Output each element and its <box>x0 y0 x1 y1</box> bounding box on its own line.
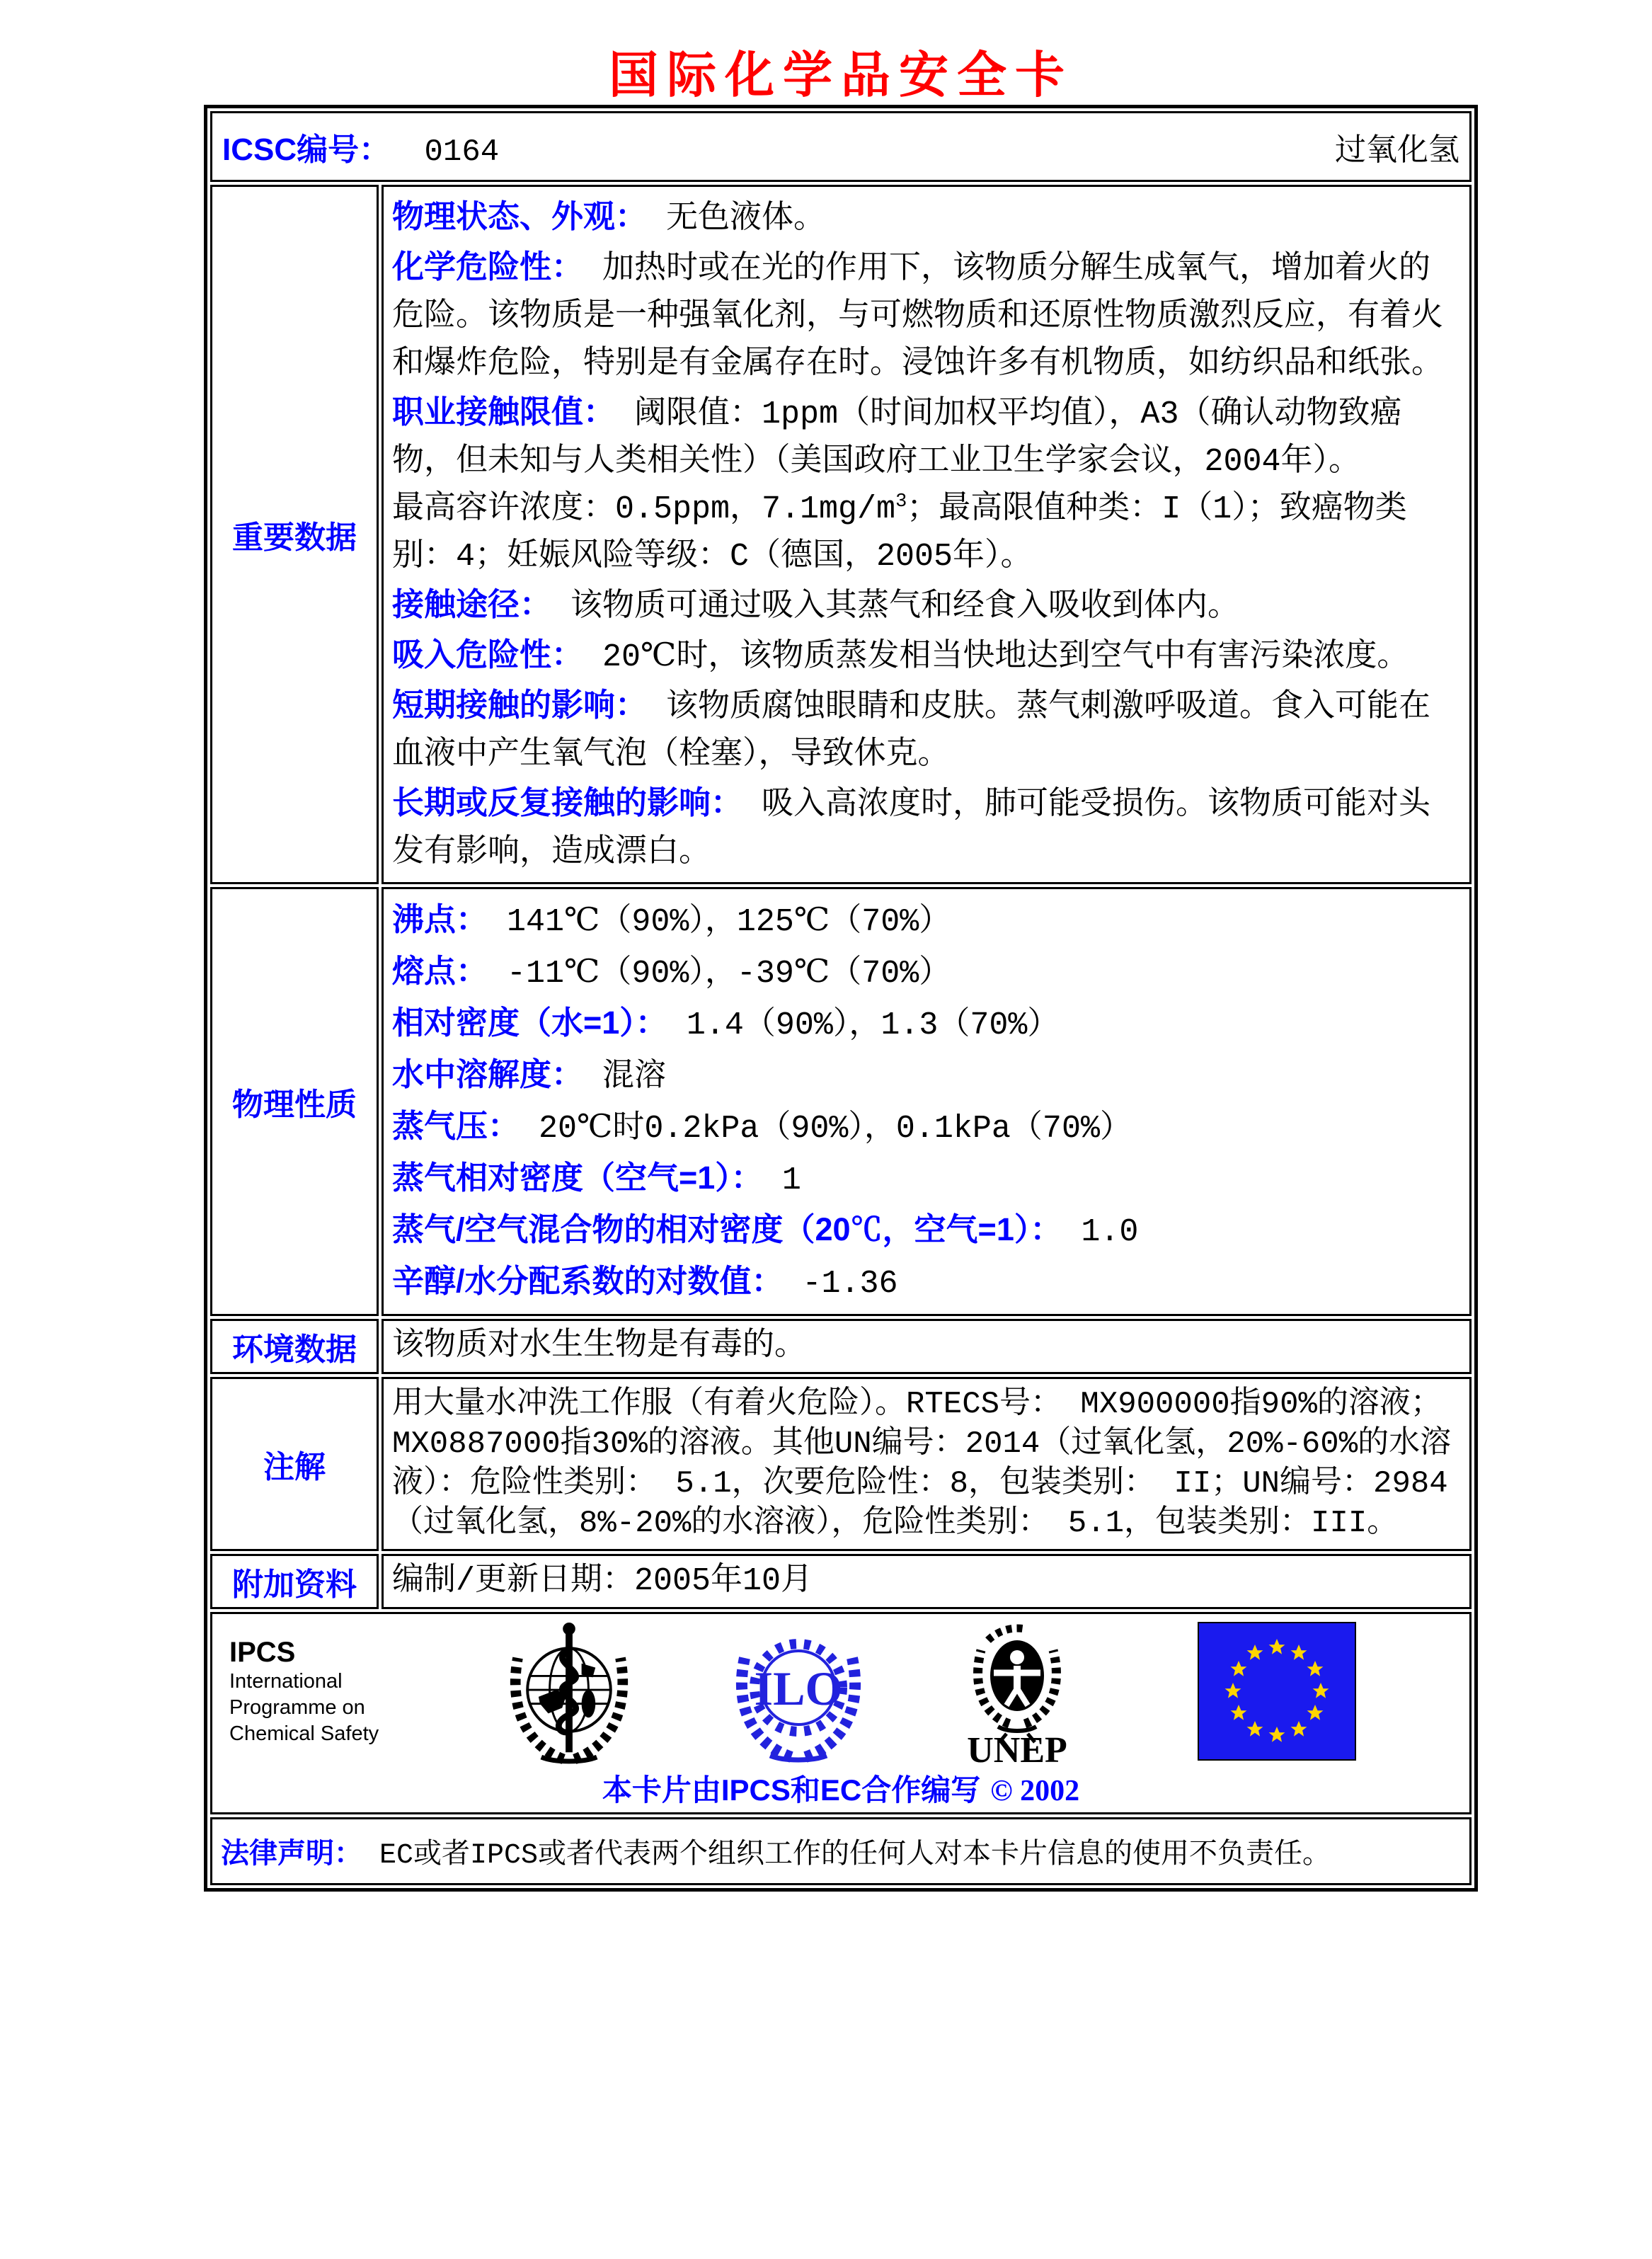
icsc-card-table <box>204 105 1478 1892</box>
field-label: 短期接触的影响： <box>392 687 648 723</box>
environmental-data-row <box>210 1319 1472 1374</box>
text-line <box>392 1257 1461 1308</box>
copyright-text: © 2002 <box>990 1775 1080 1807</box>
field-label: 吸入危险性： <box>392 636 584 673</box>
additional-information-row <box>210 1554 1472 1609</box>
section-label-additional-information: 附加资料 <box>210 1554 379 1609</box>
important-data-row <box>210 185 1472 884</box>
text-line <box>392 1328 1461 1365</box>
cooperation-caption <box>212 1767 1469 1809</box>
text-line <box>392 1563 1461 1600</box>
ilo-logo-icon <box>723 1618 873 1764</box>
field-label: 物理状态、外观： <box>392 198 648 234</box>
icsc-header-content <box>222 124 1459 170</box>
legal-cell <box>210 1817 1472 1885</box>
eu-flag-icon <box>1198 1622 1356 1761</box>
field-text: 无色液体。 <box>647 201 826 237</box>
icsc-number-value: 0164 <box>424 134 500 170</box>
text-line <box>392 388 1461 486</box>
field-text: -11℃（90%），-39℃（70%） <box>488 956 951 992</box>
text-line <box>392 895 1461 947</box>
physical-properties-row <box>210 887 1472 1316</box>
ipcs-line-3: Chemical Safety <box>229 1722 379 1745</box>
text-line <box>392 1205 1461 1257</box>
field-text: 1 <box>762 1162 801 1199</box>
field-label: 蒸气压： <box>392 1108 520 1144</box>
section-label-notes: 注解 <box>210 1377 379 1551</box>
field-text: 该物质对水生生物是有毒的。 <box>392 1328 807 1364</box>
field-text: 1.0 <box>1062 1214 1139 1250</box>
superscript: 3 <box>895 491 907 513</box>
field-text: ；最高限值种类：I（1）；致癌物类别：4；妊娠风险等级：C（德国，2005年）。 <box>392 491 1407 575</box>
icsc-header-row <box>210 111 1472 182</box>
important-data-content <box>382 185 1472 884</box>
ipcs-line-2: Programme on <box>229 1695 365 1719</box>
svg-text:ILO: ILO <box>754 1662 843 1715</box>
physical-properties-content <box>382 887 1472 1316</box>
field-label: 长期或反复接触的影响： <box>392 784 743 820</box>
text-line <box>392 581 1461 631</box>
notes-row <box>210 1377 1472 1551</box>
field-text: 阈限值：1ppm（时间加权平均值），A3（确认动物致癌物，但未知与人类相关性）（美国政府工业卫生学家会议，2004年）。 <box>392 396 1402 480</box>
field-label: 辛醇/水分配系数的对数值： <box>392 1263 784 1299</box>
field-text: 1.4（90%），1.3（70%） <box>667 1007 1060 1043</box>
notes-content <box>382 1377 1472 1551</box>
field-text: 吸入高浓度时，肺可能受损伤。该物质可能对头发有影响，造成漂白。 <box>392 787 1431 871</box>
field-text: 20℃时0.2kPa（90%），0.1kPa（70%） <box>520 1111 1132 1147</box>
text-line <box>392 193 1461 243</box>
field-text: 编制/更新日期：2005年10月 <box>392 1563 813 1599</box>
additional-information-content <box>382 1554 1472 1609</box>
field-label: 沸点： <box>392 901 488 937</box>
unep-logo-icon <box>957 1616 1077 1766</box>
ipcs-line-1: International <box>229 1669 343 1693</box>
chemical-name: 过氧化氢 <box>1335 134 1459 170</box>
field-text: 20℃时，该物质蒸发相当快地达到空气中有害污染浓度。 <box>583 639 1409 675</box>
svg-text:UNEP: UNEP <box>967 1730 1067 1766</box>
text-line <box>392 779 1461 876</box>
icsc-header-cell <box>210 111 1472 182</box>
field-text: 该物质腐蚀眼睛和皮肤。蒸气刺激呼吸道。食入可能在血液中产生氧气泡（栓塞），导致休克。 <box>392 690 1431 773</box>
field-text: -1.36 <box>783 1266 898 1302</box>
field-text: 用大量水冲洗工作服（有着火危险）。RTECS号： MX900000指90%的溶液；MX0887000指30%的溶液。其他UN编号：2014（过氧化氢，20%-60%的水溶液）：危险性类别： 5.1，次要危险性：8，包装类别： II；UN编号：2984（过氧化氢，8%-20%的水溶液），危险性类别： 5.1，包装类别：III。 <box>392 1387 1452 1541</box>
field-text: 141℃（90%），125℃（70%） <box>488 904 951 940</box>
section-label-environmental-data: 环境数据 <box>210 1319 379 1374</box>
ipcs-text-block <box>229 1636 463 1747</box>
icsc-number-label: ICSC编号： <box>222 132 391 167</box>
logos-row <box>210 1612 1472 1814</box>
section-label-important-data: 重要数据 <box>210 185 379 884</box>
text-line <box>392 681 1461 779</box>
field-label: 相对密度（水=1）： <box>392 1005 667 1041</box>
logos-strip <box>212 1618 1469 1764</box>
legal-row <box>210 1817 1472 1885</box>
legal-statement <box>221 1831 1461 1872</box>
logos-cell <box>210 1612 1472 1814</box>
field-label: 熔点： <box>392 953 488 989</box>
text-line <box>392 1102 1461 1153</box>
legal-label: 法律声明： <box>221 1838 362 1869</box>
text-line <box>392 1385 1461 1543</box>
field-text: 混溶 <box>583 1059 667 1095</box>
environmental-data-content <box>382 1319 1472 1374</box>
who-logo-icon <box>500 1615 638 1768</box>
field-label: 蒸气/空气混合物的相对密度（20℃，空气=1）： <box>392 1211 1062 1247</box>
text-line <box>392 1050 1461 1102</box>
field-label: 水中溶解度： <box>392 1056 584 1092</box>
ipcs-title: IPCS <box>229 1636 296 1668</box>
caption-text: 本卡片由IPCS和EC合作编写 <box>602 1773 981 1807</box>
text-line <box>392 947 1461 998</box>
field-label: 化学危险性： <box>392 248 584 285</box>
field-label: 接触途径： <box>392 586 552 622</box>
field-text: 最高容许浓度：0.5ppm，7.1mg/m <box>392 491 896 527</box>
section-label-physical-properties: 物理性质 <box>210 887 379 1316</box>
field-label: 职业接触限值： <box>392 394 616 430</box>
text-line <box>392 243 1461 388</box>
text-line <box>392 486 1461 581</box>
icsc-number-group <box>222 124 499 170</box>
text-line <box>392 998 1461 1050</box>
text-line <box>392 1153 1461 1205</box>
page-title: 国际化学品安全卡 <box>609 47 1073 103</box>
field-text: 该物质可通过吸入其蒸气和经食入吸收到体内。 <box>551 589 1240 625</box>
text-line <box>392 631 1461 681</box>
field-text: 加热时或在光的作用下，该物质分解生成氧气，增加着火的危险。该物质是一种强氧化剂，与可燃物质和还原性物质激烈反应，有着火和爆炸危险，特别是有金属存在时。浸蚀许多有机物质，如纺织品和纸张。 <box>392 251 1444 382</box>
legal-text: EC或者IPCS或者代表两个组织工作的任何人对本卡片信息的使用不负责任。 <box>379 1840 1331 1872</box>
field-label: 蒸气相对密度（空气=1）： <box>392 1160 763 1196</box>
